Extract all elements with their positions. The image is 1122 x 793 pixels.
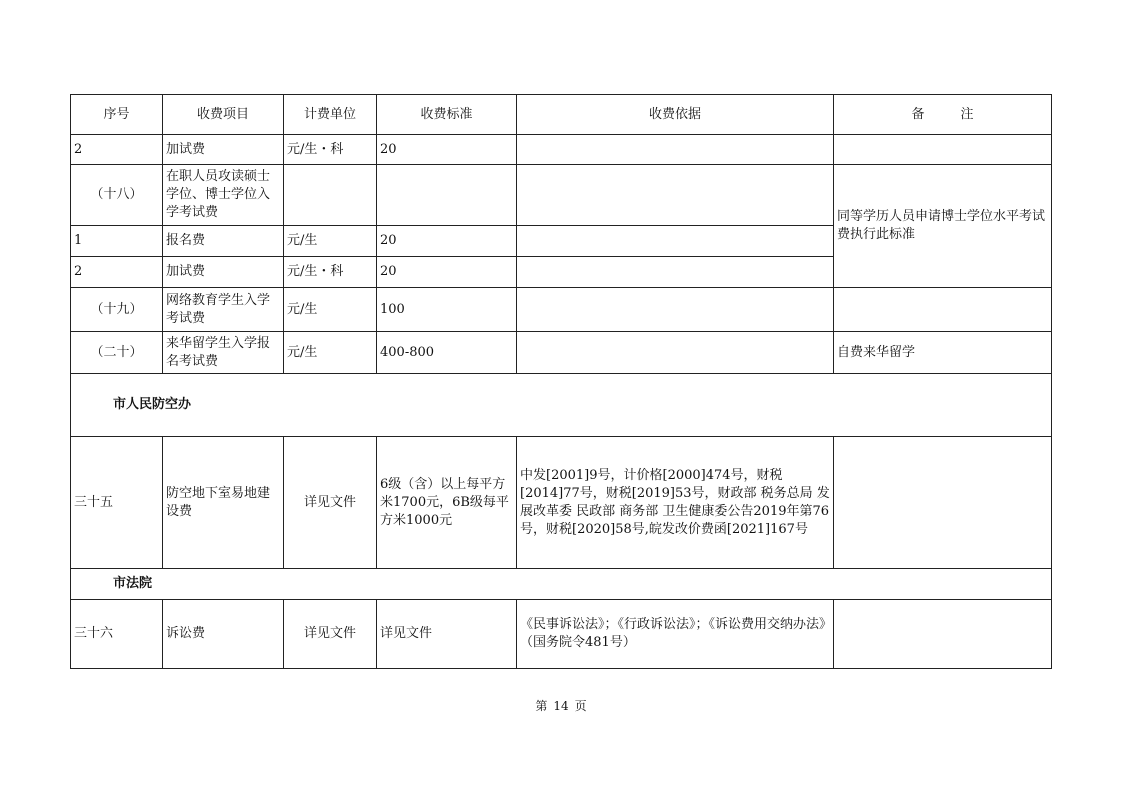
cell-unit: 详见文件 (284, 600, 377, 669)
section-title-court: 市法院 (71, 569, 1052, 600)
cell-standard: 100 (377, 288, 517, 332)
cell-item: 报名费 (163, 226, 284, 257)
cell-seq: （十九） (71, 288, 163, 332)
header-remark (834, 95, 1052, 135)
cell-item: 加试费 (163, 135, 284, 165)
cell-standard: 400-800 (377, 332, 517, 374)
cell-standard: 20 (377, 226, 517, 257)
cell-unit: 元/生 (284, 332, 377, 374)
fee-table (70, 94, 1052, 669)
cell-seq: （十八） (71, 165, 163, 226)
cell-basis: 中发[2001]9号，计价格[2000]474号，财税[2014]77号，财税[2019]53号，财政部 税务总局 发展改革委 民政部 商务部 卫生健康委公告2019年第76号，财税[2020]58号,皖发改价费函[2021]167号 (517, 437, 834, 569)
header-remark-part1: 备 (911, 106, 925, 122)
header-basis: 收费依据 (517, 95, 834, 135)
header-unit: 计费单位 (284, 95, 377, 135)
cell-item: 诉讼费 (163, 600, 284, 669)
cell-unit: 元/生 (284, 288, 377, 332)
cell-standard: 20 (377, 135, 517, 165)
cell-remark (834, 600, 1052, 669)
cell-seq: 三十五 (71, 437, 163, 569)
cell-seq: （二十） (71, 332, 163, 374)
page-number-prefix: 第 (535, 699, 548, 713)
table-row (71, 288, 1052, 332)
page-number-value: 14 (553, 699, 569, 713)
cell-item: 在职人员攻读硕士学位、博士学位入学考试费 (163, 165, 284, 226)
cell-seq: 1 (71, 226, 163, 257)
cell-basis (517, 257, 834, 288)
cell-remark: 自费来华留学 (834, 332, 1052, 374)
cell-unit: 元/生・科 (284, 257, 377, 288)
section-row (71, 374, 1052, 437)
cell-item: 防空地下室易地建设费 (163, 437, 284, 569)
cell-standard: 详见文件 (377, 600, 517, 669)
cell-remark (834, 437, 1052, 569)
cell-standard (377, 165, 517, 226)
cell-seq: 2 (71, 257, 163, 288)
page-number (0, 697, 1122, 714)
table-row (71, 135, 1052, 165)
cell-remark: 同等学历人员申请博士学位水平考试费执行此标准 (834, 165, 1052, 288)
cell-standard: 6级（含）以上每平方米1700元，6B级每平方米1000元 (377, 437, 517, 569)
cell-item: 来华留学生入学报名考试费 (163, 332, 284, 374)
table-row (71, 600, 1052, 669)
header-remark-part2: 注 (960, 106, 974, 122)
cell-unit (284, 165, 377, 226)
cell-basis (517, 226, 834, 257)
cell-standard: 20 (377, 257, 517, 288)
cell-basis (517, 135, 834, 165)
cell-seq: 2 (71, 135, 163, 165)
cell-basis: 《民事诉讼法》；《行政诉讼法》；《诉讼费用交纳办法》（国务院令481号） (517, 600, 834, 669)
cell-unit: 元/生 (284, 226, 377, 257)
section-row (71, 569, 1052, 600)
header-row (71, 95, 1052, 135)
cell-basis (517, 165, 834, 226)
header-standard: 收费标准 (377, 95, 517, 135)
section-title-civil-air-defense: 市人民防空办 (71, 374, 1052, 437)
page-number-suffix: 页 (574, 699, 587, 713)
cell-remark (834, 288, 1052, 332)
table-row (71, 332, 1052, 374)
table-row (71, 437, 1052, 569)
cell-basis (517, 288, 834, 332)
cell-unit: 详见文件 (284, 437, 377, 569)
cell-basis (517, 332, 834, 374)
cell-seq: 三十六 (71, 600, 163, 669)
header-item: 收费项目 (163, 95, 284, 135)
cell-item: 网络教育学生入学考试费 (163, 288, 284, 332)
cell-unit: 元/生・科 (284, 135, 377, 165)
cell-remark (834, 135, 1052, 165)
header-seq: 序号 (71, 95, 163, 135)
cell-item: 加试费 (163, 257, 284, 288)
table-row (71, 165, 1052, 226)
